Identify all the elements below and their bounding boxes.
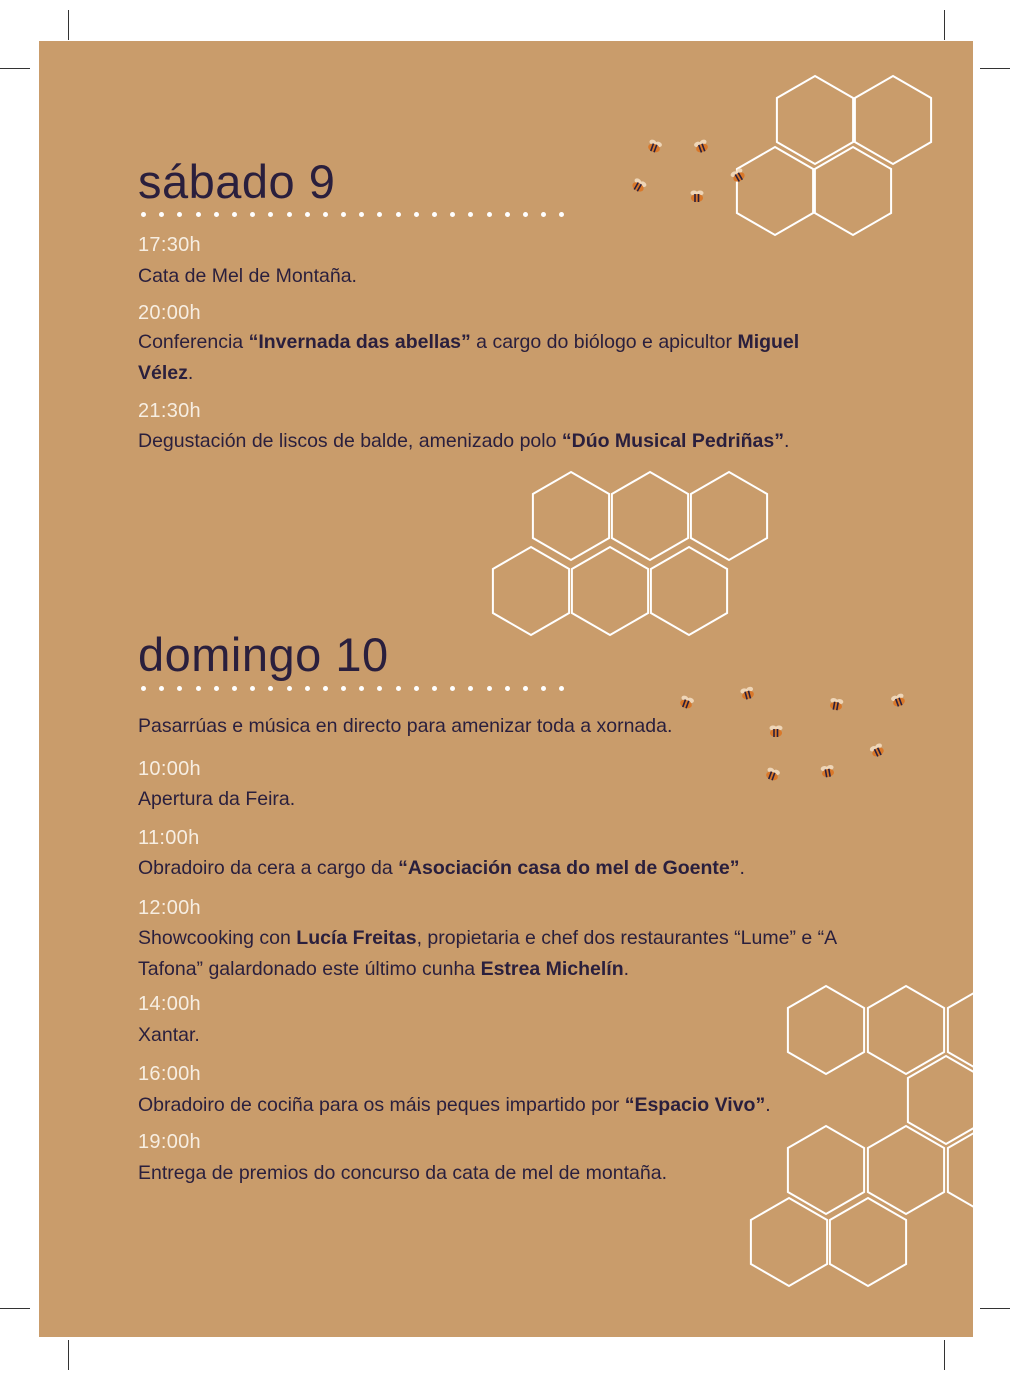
highlight-text: Lucía Freitas (296, 927, 417, 949)
bee-icon (740, 686, 756, 700)
divider-dot (505, 686, 510, 691)
honeycomb-cell (830, 1198, 906, 1286)
highlight-text: “Espacio Vivo” (624, 1094, 766, 1116)
event-description: Cata de Mel de Montaña. (138, 265, 357, 287)
bee-icon (890, 693, 906, 708)
event-description: Showcooking con Lucía Freitas, propietaria e chef dos restaurantes “Lume” e “A Tafona” galardonado este último cunha Estrea Michelín. (138, 927, 837, 980)
divider-dot (377, 686, 382, 691)
divider-dot (196, 686, 201, 691)
crop-mark (944, 1340, 945, 1370)
honeycomb-cell (815, 147, 891, 235)
highlight-text: “Asociación casa do mel de Goente” (398, 857, 740, 879)
bee-icon (679, 695, 695, 710)
divider-dot (541, 686, 546, 691)
divider-dot (341, 212, 346, 217)
divider-dot (523, 212, 528, 217)
divider-dot (159, 212, 164, 217)
divider-dot (141, 686, 146, 691)
event-description: Xantar. (138, 1024, 200, 1046)
divider-dot (341, 686, 346, 691)
divider-dot (359, 686, 364, 691)
divider-dot (468, 212, 473, 217)
highlight-text: “Dúo Musical Pedriñas” (561, 430, 784, 452)
bee-icon (765, 767, 781, 782)
bee-icon (820, 764, 835, 778)
event-description: Apertura da Feira. (138, 788, 296, 810)
honeycomb-cell (572, 547, 648, 635)
divider-dot (214, 212, 219, 217)
divider-dot (159, 686, 164, 691)
honeycomb-cell (493, 547, 569, 635)
divider-dot (177, 686, 182, 691)
bee-icon (647, 139, 663, 154)
event-description: Obradoiro de cociña para os máis peques impartido por “Espacio Vivo”. (138, 1094, 771, 1116)
honeycomb-cell (948, 986, 973, 1074)
event-time: 21:30h (138, 400, 201, 422)
divider-dot (559, 212, 564, 217)
divider-dot (287, 686, 292, 691)
divider-dot (359, 212, 364, 217)
event-time: 20:00h (138, 302, 201, 324)
honeycomb-cell (948, 1126, 973, 1214)
crop-mark (0, 68, 30, 69)
honeycomb-cell (612, 472, 688, 560)
honeycomb-cell (737, 147, 813, 235)
divider-dot (487, 686, 492, 691)
bee-icon (630, 177, 647, 193)
divider-dot (414, 212, 419, 217)
event-time: 17:30h (138, 234, 201, 256)
divider-dot (450, 686, 455, 691)
event-description: Degustación de liscos de balde, amenizado polo “Dúo Musical Pedriñas”. (138, 430, 790, 452)
honeycomb-cell (751, 1198, 827, 1286)
divider-dot (214, 686, 219, 691)
divider-dot (141, 212, 146, 217)
divider-dot (323, 686, 328, 691)
bee-icon (829, 697, 844, 711)
crop-mark (944, 10, 945, 40)
sunday-intro: Pasarrúas e música en directo para amenizar toda a xornada. (138, 715, 673, 737)
divider-dot (432, 686, 437, 691)
dotted-divider (141, 212, 564, 220)
divider-dot (268, 212, 273, 217)
bee-icon (693, 139, 709, 154)
bee-icon (869, 742, 886, 758)
divider-dot (305, 212, 310, 217)
crop-mark (980, 68, 1010, 69)
honeycomb-cell (777, 76, 853, 164)
crop-mark (980, 1308, 1010, 1309)
event-time: 12:00h (138, 897, 201, 919)
saturday-title: sábado 9 (138, 155, 336, 208)
divider-dot (396, 212, 401, 217)
sunday-title: domingo 10 (138, 628, 389, 681)
divider-dot (250, 212, 255, 217)
divider-dot (432, 212, 437, 217)
divider-dot (177, 212, 182, 217)
honeycomb-cell (651, 547, 727, 635)
event-time: 19:00h (138, 1131, 201, 1153)
event-description: Entrega de premios do concurso da cata de mel de montaña. (138, 1162, 667, 1184)
highlight-text: “Invernada das abellas” (248, 331, 471, 353)
event-description: Conferencia “Invernada das abellas” a cargo do biólogo e apicultor Miguel Vélez. (138, 331, 800, 384)
divider-dot (232, 686, 237, 691)
event-time: 14:00h (138, 993, 201, 1015)
divider-dot (396, 686, 401, 691)
honeycomb-cell (855, 76, 931, 164)
divider-dot (468, 686, 473, 691)
highlight-text: Estrea Michelín (480, 958, 624, 980)
divider-dot (250, 686, 255, 691)
event-time: 10:00h (138, 758, 201, 780)
event-time: 11:00h (138, 827, 200, 849)
divider-dot (541, 212, 546, 217)
divider-dot (487, 212, 492, 217)
divider-dot (305, 686, 310, 691)
divider-dot (232, 212, 237, 217)
program-card (39, 41, 973, 1337)
divider-dot (377, 212, 382, 217)
highlight-text: Miguel Vélez (138, 331, 800, 384)
event-description: Obradoiro da cera a cargo da “Asociación casa do mel de Goente”. (138, 857, 745, 879)
bee-icon (691, 191, 704, 203)
event-time: 16:00h (138, 1063, 201, 1085)
divider-dot (523, 686, 528, 691)
divider-dot (559, 686, 564, 691)
bee-icon (730, 167, 747, 183)
divider-dot (196, 212, 201, 217)
dotted-divider (141, 686, 564, 694)
crop-mark (68, 10, 69, 40)
divider-dot (287, 212, 292, 217)
crop-mark (0, 1308, 30, 1309)
honeycomb-cell (533, 472, 609, 560)
divider-dot (505, 212, 510, 217)
divider-dot (323, 212, 328, 217)
crop-mark (68, 1340, 69, 1370)
honeycomb-cell (691, 472, 767, 560)
divider-dot (414, 686, 419, 691)
divider-dot (268, 686, 273, 691)
divider-dot (450, 212, 455, 217)
